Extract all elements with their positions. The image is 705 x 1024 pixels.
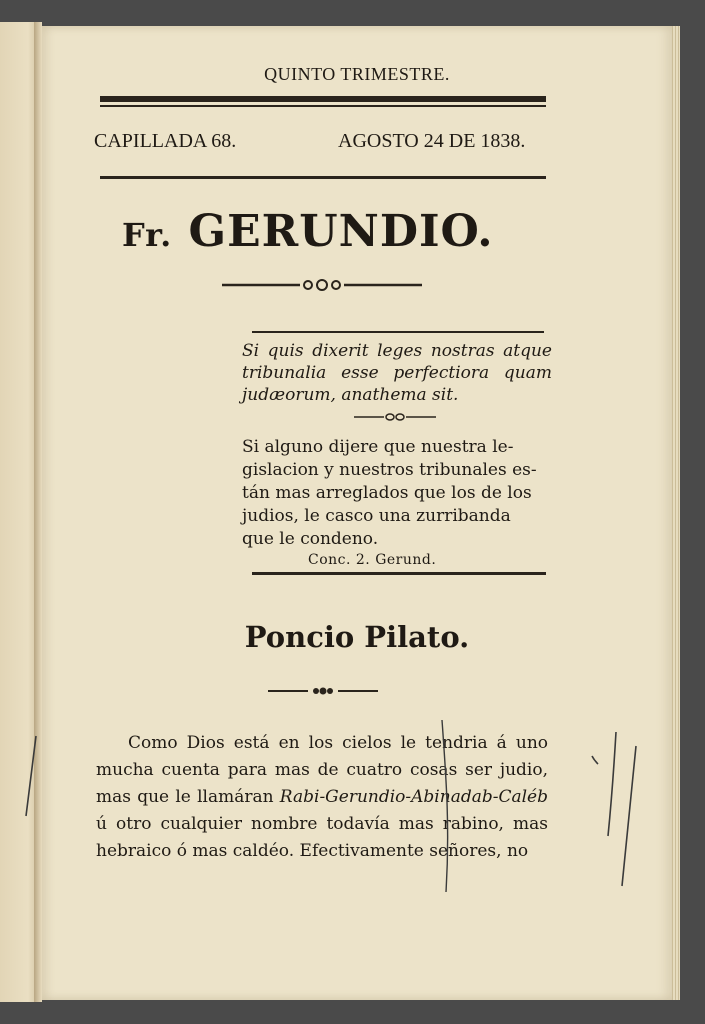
capillada-number: CAPILLADA 68. [94,130,237,152]
ornament-divider-icon [222,277,422,293]
book-spine [34,22,42,1002]
latin-motto: Si quis dixerit leges nostras atque tribunalia esse perfectiora quam judæorum, anathema sit. [242,341,552,405]
motto-attribution: Conc. 2. Gerund. [308,552,437,568]
motto-line: gislacion y nuestros tribunales es- [242,460,537,480]
small-ornament-icon [354,412,436,422]
motto-line: Si alguno dijere que nuestra le- [242,437,514,457]
pencil-mark-left-icon [2,726,52,846]
date-rule [100,176,546,179]
issue-date: AGOSTO 24 DE 1838. [338,130,526,152]
article-body [96,730,548,865]
paragraph-italic: Rabi-Gerundio-Abinadab-Caléb [279,787,548,807]
header-rule-thin [100,105,546,107]
pencil-mark-right-icon [582,726,652,896]
motto-bottom-rule [252,572,546,575]
motto-line: judios, le casco una zurribanda [242,506,511,526]
masthead-title [122,206,494,257]
article-paragraph [96,730,548,865]
trimestre-header: QUINTO TRIMESTRE. [264,64,450,84]
title-ornament-icon [268,686,378,696]
motto-line: tán mas arreglados que los de los [242,483,532,503]
motto-line: que le condeno. [242,529,379,549]
article-title: Poncio Pilato. [244,620,470,654]
masthead-prefix: Fr. [122,216,173,254]
spanish-motto [242,436,552,551]
masthead-name: GERUNDIO. [188,206,494,257]
header-rule-thick [100,96,546,102]
motto-top-rule [252,331,544,333]
paragraph-text: Como Dios está en los cielos le tendria á uno mucha cuenta para mas de cuatro cosas ser judio, mas que le llamáran [96,733,548,807]
paragraph-text-end: ú otro cualquier nombre todavía mas rabino, mas hebraico ó mas caldéo. Efectivamente señores, no [96,814,548,861]
document-page [42,26,672,1000]
pencil-mark-center-icon [432,716,462,896]
